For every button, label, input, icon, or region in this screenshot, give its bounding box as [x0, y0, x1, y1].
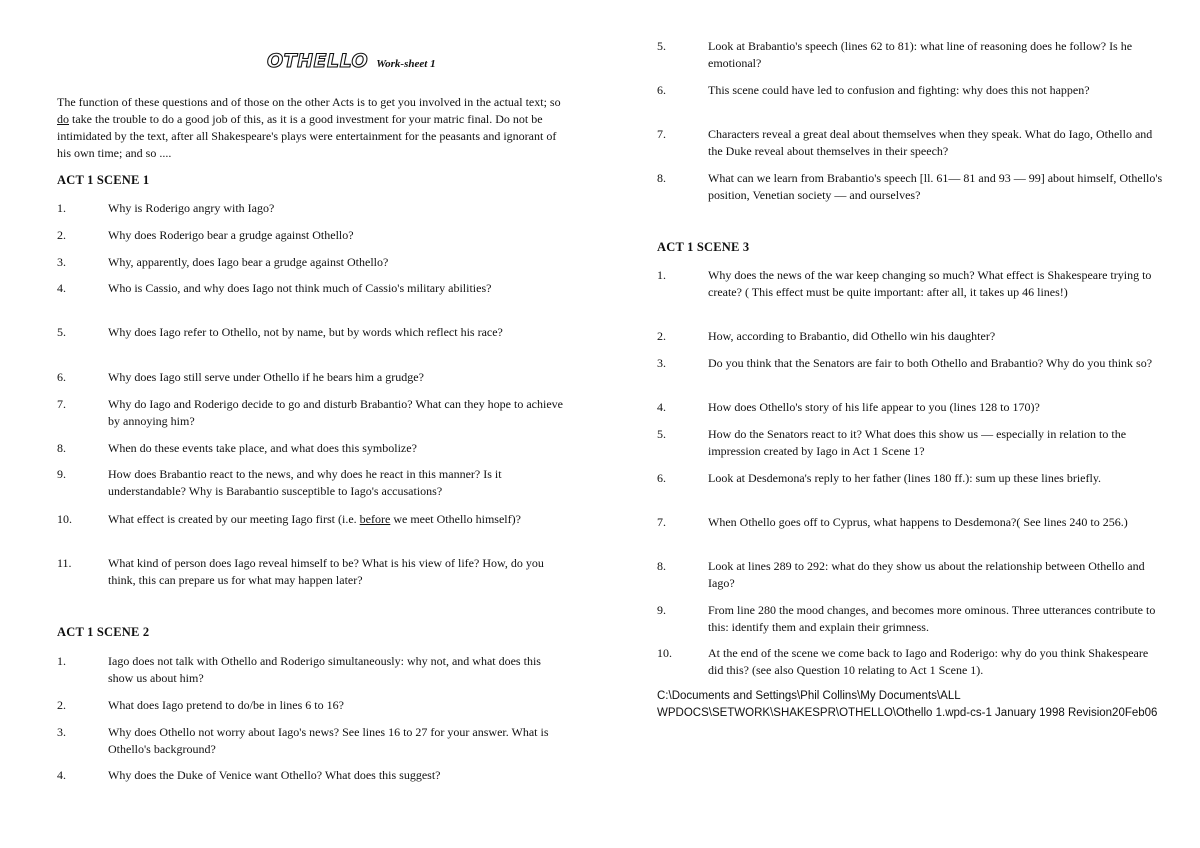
question-text: From line 280 the mood changes, and becomes more ominous. Three utterances contribute to this: identify them and explain their grimness. — [708, 603, 1156, 634]
question-number: 4. — [657, 400, 666, 414]
question-number: 7. — [657, 515, 666, 529]
intro-text-underlined: do — [57, 112, 69, 126]
intro-text-before: The function of these questions and of those on the other Acts is to get you involved in the actual text; so — [57, 95, 561, 109]
question-text: What does Iago pretend to do/be in lines 6 to 16? — [108, 698, 344, 712]
intro-text-after: take the trouble to do a good job of this, as it is a good investment for your matric final. Do not be intimidated by the text, after all Shakespeare's plays were entertainment for the peasants and ignorant of his own time; and so .... — [57, 112, 557, 160]
question-text: When Othello goes off to Cyprus, what happens to Desdemona?( See lines 240 to 256.) — [708, 515, 1128, 529]
question-number: 5. — [657, 427, 666, 441]
question-number: 10. — [57, 512, 72, 526]
question-text-before: What effect is created by our meeting Iago first (i.e. — [108, 512, 360, 526]
question-text: Why is Roderigo angry with Iago? — [108, 201, 275, 215]
question-text: Do you think that the Senators are fair to both Othello and Brabantio? Why do you think so? — [708, 356, 1153, 370]
question-number: 4. — [57, 281, 66, 295]
question-text: How does Brabantio react to the news, and why does he react in this manner? Is it understandable? Why is Barabantio susceptible to Iago's accusations? — [108, 467, 502, 498]
question-text: At the end of the scene we come back to Iago and Roderigo: why do you think Shakespeare did this? (see also Question 10 relating to Act 1 Scene 1). — [708, 646, 1149, 677]
question-number: 9. — [657, 603, 666, 617]
question-text: Why does the Duke of Venice want Othello? What does this suggest? — [108, 768, 441, 782]
question-number: 7. — [57, 397, 66, 411]
question-text: Look at Brabantio's speech (lines 62 to 81): what line of reasoning does he follow? Is he emotional? — [708, 39, 1133, 70]
question-number: 6. — [657, 471, 666, 485]
question-number: 2. — [57, 698, 66, 712]
question-text: Look at lines 289 to 292: what do they show us about the relationship between Othello and Iago? — [708, 559, 1145, 590]
question-text: What can we learn from Brabantio's speech [ll. 61— 81 and 93 — 99] about himself, Othello's position, Venetian society — and ourselves? — [708, 171, 1163, 202]
question-text — [108, 511, 563, 528]
question-text: Why, apparently, does Iago bear a grudge against Othello? — [108, 255, 389, 269]
question-number: 8. — [57, 441, 66, 455]
scene1-heading: ACT 1 SCENE 1 — [57, 173, 150, 187]
question-number: 11. — [57, 556, 72, 570]
document-file-path: C:\Documents and Settings\Phil Collins\My Documents\ALL WPDOCS\SETWORK\SHAKESPR\OTHELLO\Othello 1.wpd-cs-1 January 1998 Revision20Feb06 — [657, 690, 1158, 719]
question-text: What kind of person does Iago reveal himself to be? What is his view of life? How, do you think, this can prepare us for what may happen later? — [108, 556, 544, 587]
question-number: 8. — [657, 559, 666, 573]
question-number: 4. — [57, 768, 66, 782]
question-text-after: we meet Othello himself)? — [390, 512, 521, 526]
scene3-heading: ACT 1 SCENE 3 — [657, 240, 750, 254]
title-main: OTHELLO — [267, 50, 369, 72]
question-text: Why do Iago and Roderigo decide to go and disturb Brabantio? What can they hope to achieve by annoying him? — [108, 397, 563, 428]
question-number: 8. — [657, 171, 666, 185]
worksheet-title — [267, 50, 436, 72]
intro-paragraph — [57, 94, 562, 162]
question-number: 6. — [57, 370, 66, 384]
question-text: How does Othello's story of his life appear to you (lines 128 to 170)? — [708, 400, 1040, 414]
question-number: 3. — [57, 725, 66, 739]
title-subtitle: Work-sheet 1 — [376, 58, 436, 70]
question-text: Why does the news of the war keep changing so much? What effect is Shakespeare trying to create? ( This effect must be quite important: after all, it takes up 46 lines!) — [708, 268, 1152, 299]
question-text-underlined: before — [359, 512, 391, 526]
question-number: 5. — [57, 325, 66, 339]
question-text: This scene could have led to confusion and fighting: why does this not happen? — [708, 83, 1090, 97]
question-number: 2. — [657, 329, 666, 343]
question-number: 1. — [657, 268, 666, 282]
scene2-heading: ACT 1 SCENE 2 — [57, 625, 150, 639]
question-text: Look at Desdemona's reply to her father (lines 180 ff.): sum up these lines briefly. — [708, 471, 1102, 485]
question-number: 1. — [57, 201, 66, 215]
question-text: Why does Othello not worry about Iago's news? See lines 16 to 27 for your answer. What is Othello's background? — [108, 725, 549, 756]
question-text: Why does Iago still serve under Othello if he bears him a grudge? — [108, 370, 424, 384]
question-number: 6. — [657, 83, 666, 97]
question-text: Why does Iago refer to Othello, not by name, but by words which reflect his race? — [108, 325, 503, 339]
question-text: How do the Senators react to it? What does this show us — especially in relation to the impression created by Iago in Act 1 Scene 1? — [708, 427, 1127, 458]
question-number: 2. — [57, 228, 66, 242]
question-number: 9. — [57, 467, 66, 481]
question-number: 3. — [57, 255, 66, 269]
question-text: When do these events take place, and what does this symbolize? — [108, 441, 417, 455]
question-number: 7. — [657, 127, 666, 141]
question-number: 10. — [657, 646, 672, 660]
question-text: How, according to Brabantio, did Othello win his daughter? — [708, 329, 996, 343]
question-text: Iago does not talk with Othello and Roderigo simultaneously: why not, and what does this show us about him? — [108, 654, 541, 685]
question-text: Characters reveal a great deal about themselves when they speak. What do Iago, Othello and the Duke reveal about themselves in their speech? — [708, 127, 1153, 158]
question-text: Who is Cassio, and why does Iago not think much of Cassio's military abilities? — [108, 281, 492, 295]
question-number: 3. — [657, 356, 666, 370]
question-text: Why does Roderigo bear a grudge against Othello? — [108, 228, 354, 242]
question-number: 1. — [57, 654, 66, 668]
question-number: 5. — [657, 39, 666, 53]
